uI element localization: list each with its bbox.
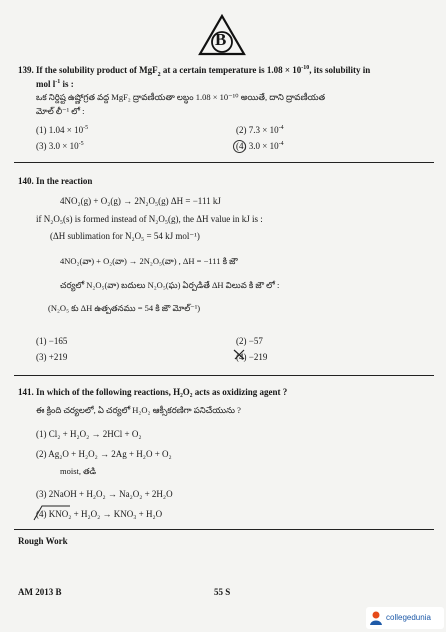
q139-telugu-1: ఒక నిర్దిష్ట ఉష్ణోగ్రత వద్ద MgF₂ ద్రావణీయతా లబ్ధం 1.08 × 10⁻¹⁰ అయితే, దాని ద్రావణీయత xyxy=(36,92,326,102)
answer-mark-icon xyxy=(32,504,72,522)
q139-option-4[interactable]: (4) $3.0 \times 10^{-4}$ xyxy=(236,141,284,151)
q139-stem-cont: mol $l^{-1}$ is : xyxy=(36,79,74,89)
divider xyxy=(14,162,434,163)
watermark xyxy=(366,607,444,629)
q140-line-3: (ΔH sublimation for N₂O₅ = 54 kJ mol⁻¹) xyxy=(50,231,200,241)
q140-equation-2: 4NO₂(వా) + O₂(వా) → 2N₂O₅(వా) , ΔH = −111 కి జౌ xyxy=(60,256,238,266)
brand-logo-icon xyxy=(368,610,384,626)
page-number: 55 S xyxy=(214,587,231,597)
q140-telugu-1: చర్యలో N₂O₅(వా) బదులు N₂O₅(ఘ) ఏర్పడితే ΔH విలువ కి జౌ లో : xyxy=(60,280,280,290)
q141-telugu-1: ఈ క్రింది చర్యలలో, ఏ చర్యలో H₂O₂ ఆక్సీకరణిగా పనిచేయును ? xyxy=(36,405,241,415)
divider xyxy=(14,375,434,376)
q140-telugu-2: (N₂O₅ కు ΔH ఉత్పతనము = 54 కి జౌ మోల్⁻¹) xyxy=(48,303,201,313)
q141-option-3[interactable]: (3) 2NaOH + H₂O₂ → Na₂O₂ + 2H₂O xyxy=(36,489,173,499)
q140-option-4[interactable]: (4) −219 xyxy=(236,352,268,362)
q141-stem: 141. In which of the following reactions, H₂O₂ acts as oxidizing agent ? xyxy=(18,387,288,397)
q139-option-1[interactable]: (1) $1.04 \times 10^{-5}$ xyxy=(36,125,89,135)
paper-set-badge xyxy=(198,14,246,56)
divider xyxy=(14,529,434,530)
q141-option-4[interactable]: (4) KNO₂ + H₂O₂ → KNO₃ + H₂O xyxy=(36,509,163,519)
q140-stem: 140. In the reaction xyxy=(18,176,93,186)
q139-stem: 139. If the solubility product of MgF$_2$ at a certain temperature is $1.08 \times 10^{-10}$, its solubility in xyxy=(18,65,371,78)
answer-mark-icon xyxy=(232,346,246,362)
q140-option-3[interactable]: (3) +219 xyxy=(36,352,68,362)
rough-work-label: Rough Work xyxy=(18,536,68,546)
q139-telugu-2: మోల్ లీ⁻¹ లో : xyxy=(36,106,85,116)
set-letter: B xyxy=(215,30,227,49)
q140-option-2[interactable]: (2) −57 xyxy=(236,336,263,346)
q140-option-1[interactable]: (1) −165 xyxy=(36,336,68,346)
q141-option-2[interactable]: (2) Ag₂O + H₂O₂ → 2Ag + H₂O + O₂ xyxy=(36,449,172,459)
answer-mark-icon xyxy=(233,140,246,153)
brand-name: collegedunia xyxy=(386,613,431,622)
q141-moist: moist, తడి xyxy=(60,466,97,476)
q141-option-1[interactable]: (1) Cl₂ + H₂O₂ → 2HCl + O₂ xyxy=(36,429,142,439)
paper-code: AM 2013 B xyxy=(18,587,62,597)
q139-option-3[interactable]: (3) $3.0 \times 10^{-5}$ xyxy=(36,141,84,151)
q140-line-2: if N₂O₅(s) is formed instead of N₂O₅(g), the ΔH value in kJ is : xyxy=(36,214,263,224)
q140-equation-1: 4NO₂(g) + O₂(g) → 2N₂O₅(g) ΔH = −111 kJ xyxy=(60,196,221,206)
q139-option-2[interactable]: (2) $7.3 \times 10^{-4}$ xyxy=(236,125,284,135)
